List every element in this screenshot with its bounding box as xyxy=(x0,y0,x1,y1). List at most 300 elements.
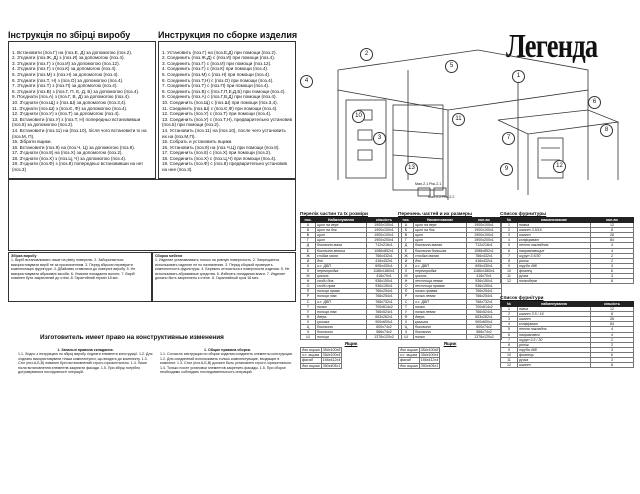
table-cell: 394х100х4 xyxy=(322,353,341,358)
table-cell: 2 xyxy=(591,258,634,263)
table-cell: К xyxy=(301,263,316,268)
table-row xyxy=(501,279,634,284)
table-cell: 26 xyxy=(591,233,634,238)
table-cell: 416х70х1 xyxy=(367,274,402,279)
table-cell: 936х150х1 xyxy=(367,284,402,289)
table-cell: з.с. ящика xyxy=(302,353,320,358)
table-cell: Ф xyxy=(399,314,414,319)
table-cell: 700х614х2 xyxy=(467,304,502,309)
callout-10: 10 xyxy=(352,110,365,123)
ru-steps-list xyxy=(162,50,292,173)
instruction-step: 8. Соединить (поз.В) с (поз.Г,П,Е,Д,Б) при помощи (поз.4). xyxy=(162,88,286,94)
instruction-step: 3. З'єднати (поз.Г) з (поз.И) за допомогою (поз.12). xyxy=(12,60,120,66)
table-cell: 900х600х1 xyxy=(467,319,502,324)
callout-2: 2 xyxy=(360,48,373,61)
table-cell: 766х254х1 xyxy=(467,289,502,294)
table-header: наименование xyxy=(518,218,591,223)
table-cell: конфірмат xyxy=(518,322,591,327)
table-cell: 11 xyxy=(501,358,518,363)
table-cell: дно xyxy=(316,258,367,263)
ua-instructions-box xyxy=(8,41,156,179)
ru-warning-box xyxy=(152,252,296,302)
instruction-step: 19. З'єднати (поз.Ф) з (поз.8) попередньо встановивши на неї (поз.3) xyxy=(12,161,143,173)
instruction-step: 16. Встановити (поз.9) на (поз.Ч, Ц) за допомогою (поз.8). xyxy=(12,144,136,150)
table-cell: шкант 3.5/16 xyxy=(518,228,591,233)
instruction-step: 10. З'єднати (поз.Щ) з (поз.Ш) за допомогою (поз.3,4). xyxy=(12,99,127,105)
table-cell: 4 xyxy=(591,332,634,337)
ua-steps-list xyxy=(12,50,152,173)
instruction-step: 5. Соединить (поз.М) с (поз.Н) при помощи (поз.4). xyxy=(162,71,271,77)
table-cell: 766х432х1 xyxy=(467,253,502,258)
table-cell: Р xyxy=(301,294,316,299)
table-cell: 84 xyxy=(591,322,634,327)
table-cell: 9 xyxy=(501,347,518,352)
table-cell: стойка малая xyxy=(414,253,467,258)
table-cell: В xyxy=(301,233,316,238)
table-cell: 3 xyxy=(591,263,634,268)
table-cell: Ф xyxy=(301,314,316,319)
parts-ru-title: Перечень частей и их размеры xyxy=(398,212,473,217)
fittings-ru-title: Список фурнитуры xyxy=(500,212,547,217)
ru-instructions-title: Инструкция по сборке изделия xyxy=(158,30,298,40)
notes-panel xyxy=(8,179,296,251)
table-cell: боковина xyxy=(316,324,367,329)
table-cell: Т xyxy=(399,304,414,309)
table-cell: 712х216х1 xyxy=(367,243,402,248)
table-cell: 8 xyxy=(591,279,634,284)
table-cell: 6 xyxy=(591,268,634,273)
table-cell: щит на верх xyxy=(414,223,467,228)
table-cell: полиця xyxy=(316,335,367,340)
table-cell: 416х70х1 xyxy=(467,274,502,279)
table-cell: кришка xyxy=(316,319,367,324)
table-cell: 566х74х2 xyxy=(367,330,402,335)
table-cell: петля накладная xyxy=(518,243,591,248)
table-cell: 566х74х2 xyxy=(467,330,502,335)
table-cell: щит на бок xyxy=(414,228,467,233)
parts-ua-drawers-table xyxy=(300,347,342,368)
table-cell: 8 xyxy=(591,228,634,233)
table-cell: У xyxy=(301,309,316,314)
table-header: № xyxy=(501,302,518,307)
fig-label-a: Мал.2.1 Рис.2.1 xyxy=(415,182,442,186)
ru-rules-title: 1. Общие правила сборки. xyxy=(204,348,251,352)
table-cell: Ц xyxy=(399,324,414,329)
table-cell: дно ящика xyxy=(302,348,320,353)
table-cell: 5 xyxy=(501,243,518,248)
table-cell: Л xyxy=(301,268,316,273)
table-cell: 9 xyxy=(501,263,518,268)
table-cell: 1186х1860х1 xyxy=(367,268,402,273)
table-cell: шкант xyxy=(518,233,591,238)
table-cell: Г xyxy=(301,238,316,243)
fittings-ru xyxy=(500,212,634,284)
table-cell: 3 xyxy=(591,347,634,352)
table-cell: фланець xyxy=(518,352,591,357)
instruction-step: 1. Встановити (поз.Г) на (поз.Е, Д) за допомогою (поз.2). xyxy=(12,49,133,55)
table-cell: 1900х100х1 xyxy=(367,228,402,233)
table-cell: 4 xyxy=(591,248,634,253)
table-cell: Г xyxy=(399,238,414,243)
instruction-step: 2. Соединить (поз.Ж,Д) с (поз.И) при помощи (поз.4). xyxy=(162,55,276,61)
table-cell: боковина мала xyxy=(316,243,367,248)
table-cell: ручка xyxy=(518,358,591,363)
table-cell: 766х524х1 xyxy=(367,309,402,314)
table-cell: полкодерж xyxy=(518,279,591,284)
table-cell: 1900х100х1 xyxy=(467,233,502,238)
instruction-step: 15. Зібрати ящики. xyxy=(12,139,52,145)
table-cell: 2 xyxy=(591,342,634,347)
table-cell: 6 xyxy=(501,248,518,253)
table-cell: ролик xyxy=(518,342,591,347)
table-header: поз. xyxy=(301,218,316,223)
table-cell: 11 xyxy=(501,274,518,279)
table-row xyxy=(399,335,502,340)
instruction-step: 15. Собрать и установить ящики. xyxy=(162,139,233,145)
instruction-step: 7. З'єднати (поз.Т) з (поз.П) за допомогою (поз.4). xyxy=(12,83,118,89)
table-cell: боковина велика xyxy=(316,248,367,253)
table-row xyxy=(301,363,342,368)
table-cell: 600х74х2 xyxy=(367,324,402,329)
table-cell: дверь xyxy=(316,314,367,319)
table-cell: 2 xyxy=(501,228,518,233)
table-header: № xyxy=(501,218,518,223)
table-cell: 384х100х8 xyxy=(420,348,439,353)
callout-13: 13 xyxy=(405,162,418,175)
ru-warning-text: 1. Изделие устанавливать только на ровную поверхность. 2. Запрещается использовать изделие не по назначению. 3. Перед сборкой проверить комплектность фурнитуры. 4. Бережно относиться к поверхности изделия. 5. Не использовать абразивные средства. 6. Избегать попадания влаги. 7. Изделие должно быть закреплено к стене. 8. Гарантийный срок 18 мес. xyxy=(155,258,290,281)
instruction-step: 2. З'єднати (поз.Ж, Д) з (поз.И) за допомогою (поз.4). xyxy=(12,55,125,61)
table-cell: дно ящика xyxy=(400,348,418,353)
table-cell: Ц xyxy=(301,324,316,329)
instruction-step: 18. З'єднати (поз.Х) з (поз.Ц, Ч) за допомогою (поз.4). xyxy=(12,155,127,161)
table-cell: лестница левая xyxy=(414,279,467,284)
table-cell: 700х614х2 xyxy=(367,304,402,309)
table-cell: 12 xyxy=(591,223,634,228)
table-cell: боковина малая xyxy=(414,243,467,248)
table-cell: 12 xyxy=(501,279,518,284)
table-cell: 12 xyxy=(591,307,634,312)
table-cell: полка левая xyxy=(414,294,467,299)
callout-11: 11 xyxy=(452,113,465,126)
table-cell: 712х216х1 xyxy=(467,243,502,248)
callout-9: 9 xyxy=(500,163,513,176)
table-cell: 766х254х1 xyxy=(367,289,402,294)
table-cell: 1900х100х1 xyxy=(467,223,502,228)
table-cell: 766х254х1 xyxy=(467,294,502,299)
table-cell: щит xyxy=(316,233,367,238)
table-cell: 936х150х1 xyxy=(467,279,502,284)
table-cell: крышка xyxy=(414,319,467,324)
instruction-step: 8. З'єднати (поз.В) з (поз.Г, П, Е, Д, Б) за допомогою (поз.4). xyxy=(12,88,140,94)
instruction-step: 3. Соединить (поз.Г) с (поз.И) при помощи (поз.12). xyxy=(162,60,272,66)
table-cell: 84 xyxy=(591,238,634,243)
table-cell: 900х600х1 xyxy=(367,319,402,324)
parts-ua-drawers-title: Ящик xyxy=(344,342,358,348)
table-cell: У xyxy=(399,309,414,314)
callout-8: 8 xyxy=(600,124,613,137)
table-cell: петля накладна xyxy=(518,327,591,332)
table-cell: перегородка xyxy=(316,268,367,273)
table-row xyxy=(301,335,402,340)
instruction-step: 14. Встановити (поз.11) на (поз.10), після чого встановити їх на (поз.М, П). xyxy=(12,127,147,139)
table-cell: 8 xyxy=(591,312,634,317)
table-cell: 7 xyxy=(501,337,518,342)
table-cell: 1900х200х1 xyxy=(367,238,402,243)
parts-ru-drawers-table xyxy=(398,347,440,368)
table-cell: з.с. ДВП xyxy=(316,263,367,268)
table-header: кількість xyxy=(591,302,634,307)
table-cell: 653х262х1 xyxy=(367,314,402,319)
table-cell: лестница правая xyxy=(414,284,467,289)
instruction-step: 17. З'єднати (поз.8) на (поз.Х) за допомогою (поз.2). xyxy=(12,150,123,156)
table-cell: 1 xyxy=(501,223,518,228)
table-cell: 166х412х4 xyxy=(420,358,439,363)
table-cell: 390х405х1 xyxy=(322,363,341,368)
table-cell: боковина xyxy=(414,330,467,335)
parts-ru-table xyxy=(398,217,502,340)
table-row xyxy=(501,363,634,368)
table-cell: з.с. ДВП xyxy=(414,263,467,268)
table-cell: 5 xyxy=(501,327,518,332)
table-cell: Р xyxy=(399,294,414,299)
manufacturer-notice: Изготовитель имеет право на конструктивные изменения xyxy=(40,334,224,341)
table-cell: шуруп 3.5/30 xyxy=(518,253,591,258)
table-cell: Ж xyxy=(399,253,414,258)
table-cell: 766х254х1 xyxy=(367,294,402,299)
table-cell: щит xyxy=(414,238,467,243)
table-cell: 766х524х1 xyxy=(467,309,502,314)
callout-5: 5 xyxy=(445,60,458,73)
ua-warning-title: Збірка виробу xyxy=(11,254,37,258)
table-cell: 10 xyxy=(501,268,518,273)
table-cell: 4 xyxy=(501,238,518,243)
table-cell: щит на бок xyxy=(316,228,367,233)
legend-title: Легенда xyxy=(506,28,598,65)
table-cell: 1186х1860х1 xyxy=(467,268,502,273)
table-cell: Ш xyxy=(301,335,316,340)
table-cell: полиця права xyxy=(316,289,367,294)
table-cell: труба 498 xyxy=(518,263,591,268)
table-cell: щит на верх xyxy=(316,223,367,228)
table-cell: Е xyxy=(399,248,414,253)
table-header: Наименование xyxy=(414,218,467,223)
table-cell: полиця ліва xyxy=(316,294,367,299)
table-cell: 653х262х1 xyxy=(467,314,502,319)
table-cell: Н xyxy=(301,279,316,284)
ua-rules xyxy=(18,348,153,374)
table-cell: 12 xyxy=(501,363,518,368)
fittings-ua xyxy=(500,296,634,368)
table-cell: шкант 3.5 / 16 xyxy=(518,312,591,317)
ua-rules-title: 1. Загальні правила складання. xyxy=(57,348,114,352)
table-cell: 2 xyxy=(591,253,634,258)
table-cell: Ж xyxy=(301,253,316,258)
ru-instructions-box xyxy=(158,41,296,179)
instruction-step: 6. Соединить (поз.Т,Н) с (поз.О) при помощи (поз.4). xyxy=(162,77,274,83)
table-cell: цоколь xyxy=(316,274,367,279)
table-header: кількість xyxy=(367,218,402,223)
table-cell: з.с. ДВП xyxy=(414,299,467,304)
instruction-step: 9. Соединить (поз.А) с (поз.Г,В,Д) при помощи (поз.4). xyxy=(162,94,277,100)
table-cell: 695х430х1 xyxy=(467,263,502,268)
table-cell: полка правая xyxy=(414,289,467,294)
table-cell: труба 498 xyxy=(518,347,591,352)
table-cell: Б xyxy=(301,228,316,233)
table-cell: Ч xyxy=(301,330,316,335)
table-cell: 3 xyxy=(591,274,634,279)
table-cell: 1086х852х1 xyxy=(367,248,402,253)
table-cell: 8 xyxy=(501,342,518,347)
table-cell: 10 xyxy=(501,352,518,357)
table-cell: Л xyxy=(399,268,414,273)
instruction-step: 9. Поєднати (поз.А) з (поз.Г, В, Д) за допомогою (поз.4). xyxy=(12,94,131,100)
table-cell: 936х150х1 xyxy=(367,279,402,284)
instruction-step: 12. З'єднати (поз.У) з (поз.Т) за допомогою (поз.4). xyxy=(12,111,120,117)
instruction-step: 11. З'єднати (поз.Ш) з (поз.Є, Ф) за допомогою (поз.4). xyxy=(12,105,128,111)
instruction-step: 5. З'єднати (поз.М) з (поз.Н) за допомогою (поз.4). xyxy=(12,71,119,77)
table-cell: 4 xyxy=(591,327,634,332)
ua-instructions-title: Інструкція по збірці виробу xyxy=(8,30,131,40)
table-cell: стійка мала xyxy=(316,253,367,258)
parts-ru xyxy=(398,212,502,369)
table-cell: з.с. ДВП xyxy=(316,299,367,304)
instruction-step: 12. Соединить (поз.У) с (поз.Т) при помощи (поз.4). xyxy=(162,111,272,117)
instruction-step: 18. Соединить (поз.Х) с (поз.Ц,Ч) при помощи (поз.4). xyxy=(162,155,277,161)
table-cell: 3 xyxy=(591,358,634,363)
table-cell: сходи дов xyxy=(316,279,367,284)
instruction-step: 6. З'єднати (поз.Т, Н) з (поз.О) за допомогою (поз.4). xyxy=(12,77,124,83)
table-header: кол-во xyxy=(591,218,634,223)
callout-7: 7 xyxy=(502,132,515,145)
table-cell: А xyxy=(399,223,414,228)
table-cell: Е xyxy=(301,248,316,253)
table-cell: ножка xyxy=(518,223,591,228)
table-cell: шкант xyxy=(518,363,591,368)
table-cell: Д xyxy=(399,243,414,248)
table-cell: дно ящика xyxy=(400,363,418,368)
table-cell: Ш xyxy=(399,335,414,340)
callout-1: 1 xyxy=(512,70,525,83)
table-cell: боковина xyxy=(316,330,367,335)
instruction-step: 11. Соединить (поз.Ш) с (поз.Є,Ф) при помощи (поз.4). xyxy=(162,105,278,111)
table-cell: Х xyxy=(399,319,414,324)
table-cell: М xyxy=(301,274,316,279)
ua-warning-text: 1. Виріб встановлювати лише на рівну поверхню. 2. Забороняється використовувати виріб не за призначенням. 3. Перед збіркою перевірити комплектацію фурнітури. 4. Дбайливо ставитися до поверхні виробу. 5. Не використовувати абразивні засоби. 6. Уникати попадання вологи. 7. Виріб повинен бути закріплений до стіни. 8. Гарантійний термін 18 міс. xyxy=(11,258,136,281)
table-cell: В xyxy=(399,233,414,238)
table-cell: 416х432х1 xyxy=(467,258,502,263)
table-cell: щит xyxy=(316,238,367,243)
table-cell: ролик xyxy=(518,258,591,263)
instruction-step: 16. Установить (поз.9) на (поз.Ч,Ц) при помощи (поз.8). xyxy=(162,144,280,150)
table-cell: направляющие xyxy=(518,248,591,253)
table-cell: фасад xyxy=(301,358,322,363)
parts-ua-table xyxy=(300,217,402,340)
table-cell: 416х432х1 xyxy=(367,258,402,263)
table-cell: сходи прав xyxy=(316,284,367,289)
table-cell: 1 xyxy=(501,307,518,312)
table-cell: направляючі xyxy=(518,332,591,337)
ru-warning-title: Сборка мебели xyxy=(155,254,183,258)
fittings-ru-table xyxy=(500,217,634,284)
table-cell: боковина xyxy=(414,324,467,329)
instruction-step: 4. Соединить (поз.Г) с (поз.К) при помощи (поз.4). xyxy=(162,66,269,72)
table-cell: 1086х852х1 xyxy=(467,248,502,253)
table-cell: перегородка xyxy=(414,268,467,273)
ua-warning-box xyxy=(8,252,152,302)
table-cell: конфирмат xyxy=(518,238,591,243)
table-cell: полка xyxy=(414,304,467,309)
parts-ru-drawers-title: Ящик xyxy=(443,342,457,348)
table-cell: 1900х100х1 xyxy=(467,228,502,233)
instruction-step: 13. Соединить (поз.У) с (поз.Т,Н), предварительно установив (поз.5) при помощи (поз.2). xyxy=(162,116,293,128)
table-cell: О xyxy=(301,284,316,289)
table-cell: 390х405х1 xyxy=(420,363,439,368)
table-cell: 2 xyxy=(591,337,634,342)
instruction-step: 14. Установить (поз.11) на (поз.10), после чего установить их на (поз.М,П). xyxy=(162,127,286,139)
table-cell: дно xyxy=(414,258,467,263)
table-cell: 2 xyxy=(501,312,518,317)
assembly-drawing xyxy=(298,30,633,210)
instruction-step: 10. Соединить (поз.Щ) с (поз.Ш) при помощи (поз.3,4). xyxy=(162,99,278,105)
table-cell: 384х100х8 xyxy=(322,348,341,353)
table-cell: Б xyxy=(399,228,414,233)
table-cell: 4 xyxy=(501,322,518,327)
table-cell: П xyxy=(301,289,316,294)
table-cell: 936х150х1 xyxy=(467,284,502,289)
table-cell: шуруп 3.5 / 30 xyxy=(518,337,591,342)
table-cell: 8 xyxy=(501,258,518,263)
table-cell: И xyxy=(399,258,414,263)
table-cell: Д xyxy=(301,243,316,248)
table-cell: К xyxy=(399,263,414,268)
table-cell: 695х430х1 xyxy=(367,263,402,268)
instruction-step: 19. Соединить (поз.Ф) с (поз.8) предварительно установив на нее (поз.3). xyxy=(162,161,287,173)
fig-label-b: Мал.2.2 Рис.2.2 xyxy=(428,195,455,199)
table-cell: фланец xyxy=(518,268,591,273)
table-cell: С xyxy=(399,299,414,304)
table-cell: полиця ліва xyxy=(316,309,367,314)
instruction-step: 4. З'єднати (поз.Г) з (поз.К) за допомогою (поз.4). xyxy=(12,66,117,72)
table-cell: полка xyxy=(316,304,367,309)
callout-6: 6 xyxy=(588,96,601,109)
table-cell: 6 xyxy=(501,332,518,337)
table-cell: С xyxy=(301,299,316,304)
table-cell: цоколь xyxy=(414,274,467,279)
parts-ua xyxy=(300,212,402,369)
fittings-ua-title: Список фурнітури xyxy=(500,296,544,301)
table-header: кол-во xyxy=(467,218,502,223)
table-cell: з.с. ящика xyxy=(400,353,418,358)
table-cell: 766х732х1 xyxy=(467,299,502,304)
table-cell: ручка xyxy=(518,274,591,279)
table-cell: А xyxy=(301,223,316,228)
table-header: поз. xyxy=(399,218,414,223)
table-cell: 600х74х2 xyxy=(467,324,502,329)
table-cell: ніжка xyxy=(518,307,591,312)
table-cell: шкант xyxy=(518,317,591,322)
table-cell: Ч xyxy=(399,330,414,335)
table-cell: 166х412х4 xyxy=(322,358,341,363)
table-cell: 1900х100х1 xyxy=(367,223,402,228)
table-cell: 8 xyxy=(591,363,634,368)
fittings-ua-table xyxy=(500,301,634,368)
table-cell: полка левая xyxy=(414,309,467,314)
callout-12: 12 xyxy=(553,160,566,173)
table-cell: полка xyxy=(414,335,467,340)
table-cell: Т xyxy=(301,304,316,309)
ru-rules xyxy=(160,348,295,374)
table-cell: 26 xyxy=(591,317,634,322)
